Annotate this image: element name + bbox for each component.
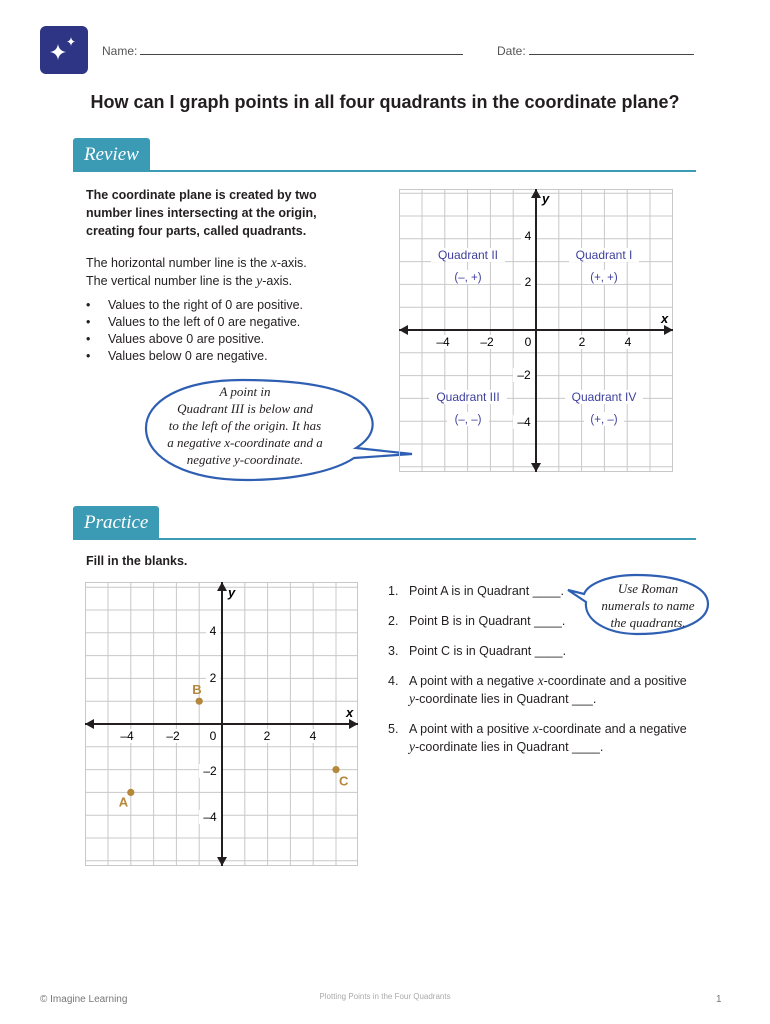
y-tick-label: –2 bbox=[203, 764, 217, 778]
review-bubble-text: A point in Quadrant III is below and to the left of the origin. It has a negative x-coordinate and a negative y-coordinate. bbox=[167, 384, 323, 467]
list-item: 2. Point B is in Quadrant ____. bbox=[388, 614, 566, 628]
practice-instruction: Fill in the blanks. bbox=[86, 554, 188, 568]
point-b bbox=[196, 698, 203, 705]
list-item: • Values above 0 are positive. bbox=[86, 331, 303, 348]
y-tick-label: 4 bbox=[524, 229, 532, 243]
y-axis-arrow-down-icon bbox=[217, 857, 227, 866]
x-axis-arrow-left-icon bbox=[85, 719, 94, 729]
review-bullet-list bbox=[86, 297, 303, 365]
x-tick-label: –2 bbox=[166, 729, 180, 743]
footer-doc-title: Plotting Points in the Four Quadrants bbox=[319, 992, 451, 1001]
x-tick-label: –4 bbox=[436, 335, 450, 349]
practice-question-list bbox=[388, 582, 688, 768]
x-axis-label: x bbox=[346, 705, 354, 720]
name-field[interactable] bbox=[102, 43, 463, 58]
y-axis-arrow-up-icon bbox=[217, 582, 227, 591]
practice-bubble-text: Use Roman numerals to name the quadrants. bbox=[601, 581, 695, 630]
list-item: • Values to the left of 0 are negative. bbox=[86, 314, 303, 331]
y-tick-label: 2 bbox=[524, 275, 532, 289]
review-axis-text: The horizontal number line is the x-axis. The vertical number line is the y-axis. bbox=[86, 255, 307, 288]
review-section-tab: Review bbox=[73, 138, 150, 172]
y-tick-label: –4 bbox=[203, 810, 217, 824]
y-tick-label: 2 bbox=[209, 671, 217, 685]
quadrant-2-label: Quadrant II bbox=[437, 248, 499, 262]
point-a bbox=[127, 789, 134, 796]
page-title: How can I graph points in all four quadrants in the coordinate plane? bbox=[90, 92, 680, 112]
quadrant-4-signs: (+, –) bbox=[590, 414, 618, 426]
point-c-label: C bbox=[339, 773, 349, 789]
x-axis-label: x bbox=[661, 311, 669, 326]
list-item: • Values to the right of 0 are positive. bbox=[86, 297, 303, 314]
review-coordinate-plane bbox=[399, 189, 673, 472]
quadrant-2-signs: (–, +) bbox=[454, 272, 482, 284]
y-axis-label: y bbox=[542, 191, 550, 206]
list-item: 3. Point C is in Quadrant ____. bbox=[388, 644, 567, 658]
review-intro-text: The coordinate plane is created by two number lines intersecting at the origin, creating four parts, called quadrants. bbox=[86, 188, 317, 238]
x-tick-label: 4 bbox=[624, 335, 632, 349]
list-item: 1. Point A is in Quadrant ____. bbox=[388, 584, 564, 598]
x-axis-arrow-right-icon bbox=[664, 325, 673, 335]
list-item: 4. A point with a negative x-coordinate and a positive y-coordinate lies in Quadrant ___. bbox=[388, 673, 687, 706]
footer-page-number: 1 bbox=[716, 994, 722, 1005]
name-label: Name: bbox=[102, 44, 138, 58]
x-tick-label: –4 bbox=[120, 729, 134, 743]
list-item: 5. A point with a positive x-coordinate and a negative y-coordinate lies in Quadrant ____. bbox=[388, 721, 687, 754]
x-axis-arrow-left-icon bbox=[399, 325, 408, 335]
y-tick-label: –2 bbox=[517, 368, 531, 382]
name-blank-line bbox=[140, 43, 463, 55]
date-label: Date: bbox=[497, 44, 526, 58]
x-tick-label: –2 bbox=[480, 335, 494, 349]
review-section-rule bbox=[73, 170, 696, 172]
date-field[interactable] bbox=[497, 43, 694, 58]
list-item: • Values below 0 are negative. bbox=[86, 348, 303, 365]
sparkle-stars-icon bbox=[40, 26, 88, 74]
quadrant-3-signs: (–, –) bbox=[454, 414, 482, 426]
x-tick-label: 2 bbox=[578, 335, 586, 349]
footer-copyright: © Imagine Learning bbox=[40, 994, 128, 1005]
point-c bbox=[332, 766, 339, 773]
x-tick-label: 4 bbox=[309, 729, 317, 743]
quadrant-3-label: Quadrant III bbox=[436, 390, 500, 404]
y-tick-label: –4 bbox=[517, 415, 531, 429]
point-a-label: A bbox=[118, 794, 129, 810]
practice-coordinate-plane bbox=[85, 582, 358, 866]
quadrant-4-label: Quadrant IV bbox=[571, 390, 637, 404]
point-b-label: B bbox=[192, 682, 202, 698]
practice-section-tab: Practice bbox=[73, 506, 159, 540]
practice-section-rule bbox=[73, 538, 696, 540]
quadrant-1-label: Quadrant I bbox=[575, 248, 633, 262]
date-blank-line bbox=[529, 43, 694, 55]
quadrant-1-signs: (+, +) bbox=[590, 272, 618, 284]
x-axis-arrow-right-icon bbox=[349, 719, 358, 729]
y-tick-label: 4 bbox=[209, 624, 217, 638]
logo bbox=[40, 26, 88, 74]
x-tick-label: 0 bbox=[209, 729, 217, 743]
x-tick-label: 2 bbox=[263, 729, 271, 743]
y-axis-arrow-down-icon bbox=[531, 463, 541, 472]
y-axis-label: y bbox=[228, 585, 236, 600]
x-tick-label: 0 bbox=[524, 335, 532, 349]
